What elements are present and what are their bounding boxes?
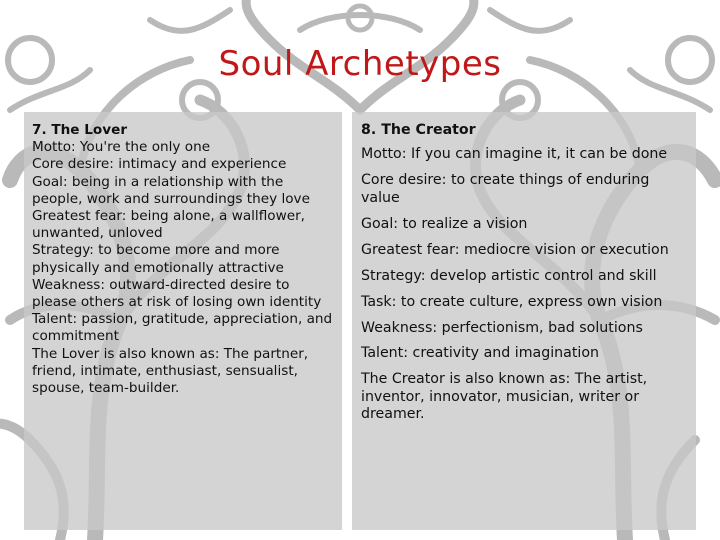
lover-heading: 7. The Lover — [32, 122, 128, 138]
creator-greatest-fear: Greatest fear: mediocre vision or execution — [361, 241, 669, 258]
creator-talent: Talent: creativity and imagination — [361, 345, 600, 362]
creator-task: Task: to create culture, express own vision — [361, 293, 663, 310]
lover-aka: The Lover is also known as: The partner, friend, intimate, enthusiast, sensualist, spouse, team-builder. — [32, 345, 309, 397]
creator-panel — [352, 112, 696, 530]
lover-goal: Goal: being in a relationship with the people, work and surroundings they love — [32, 173, 310, 207]
lover-weakness: Weakness: outward-directed desire to please others at risk of losing own identity — [32, 276, 322, 311]
slide-title: Soul Archetypes — [218, 44, 502, 84]
creator-core-desire: Core desire: to create things of enduring value — [361, 172, 650, 206]
lover-strategy: Strategy: to become more and more physically and emotionally attractive — [32, 242, 284, 276]
lover-panel — [24, 112, 342, 530]
creator-strategy: Strategy: develop artistic control and skill — [361, 267, 657, 284]
lover-greatest-fear: Greatest fear: being alone, a wallflower, unwanted, unloved — [32, 208, 305, 242]
creator-heading: 8. The Creator — [361, 122, 476, 138]
creator-aka: The Creator is also known as: The artist, inventor, innovator, musician, writer or dreamer. — [361, 371, 648, 423]
creator-motto: Motto: If you can imagine it, it can be done — [361, 146, 668, 163]
lover-talent: Talent: passion, gratitude, appreciation, and commitment — [32, 311, 333, 345]
lover-motto: Motto: You're the only one — [32, 139, 211, 156]
lover-core-desire: Core desire: intimacy and experience — [32, 156, 287, 173]
creator-goal: Goal: to realize a vision — [361, 215, 528, 232]
creator-weakness: Weakness: perfectionism, bad solutions — [361, 319, 643, 336]
